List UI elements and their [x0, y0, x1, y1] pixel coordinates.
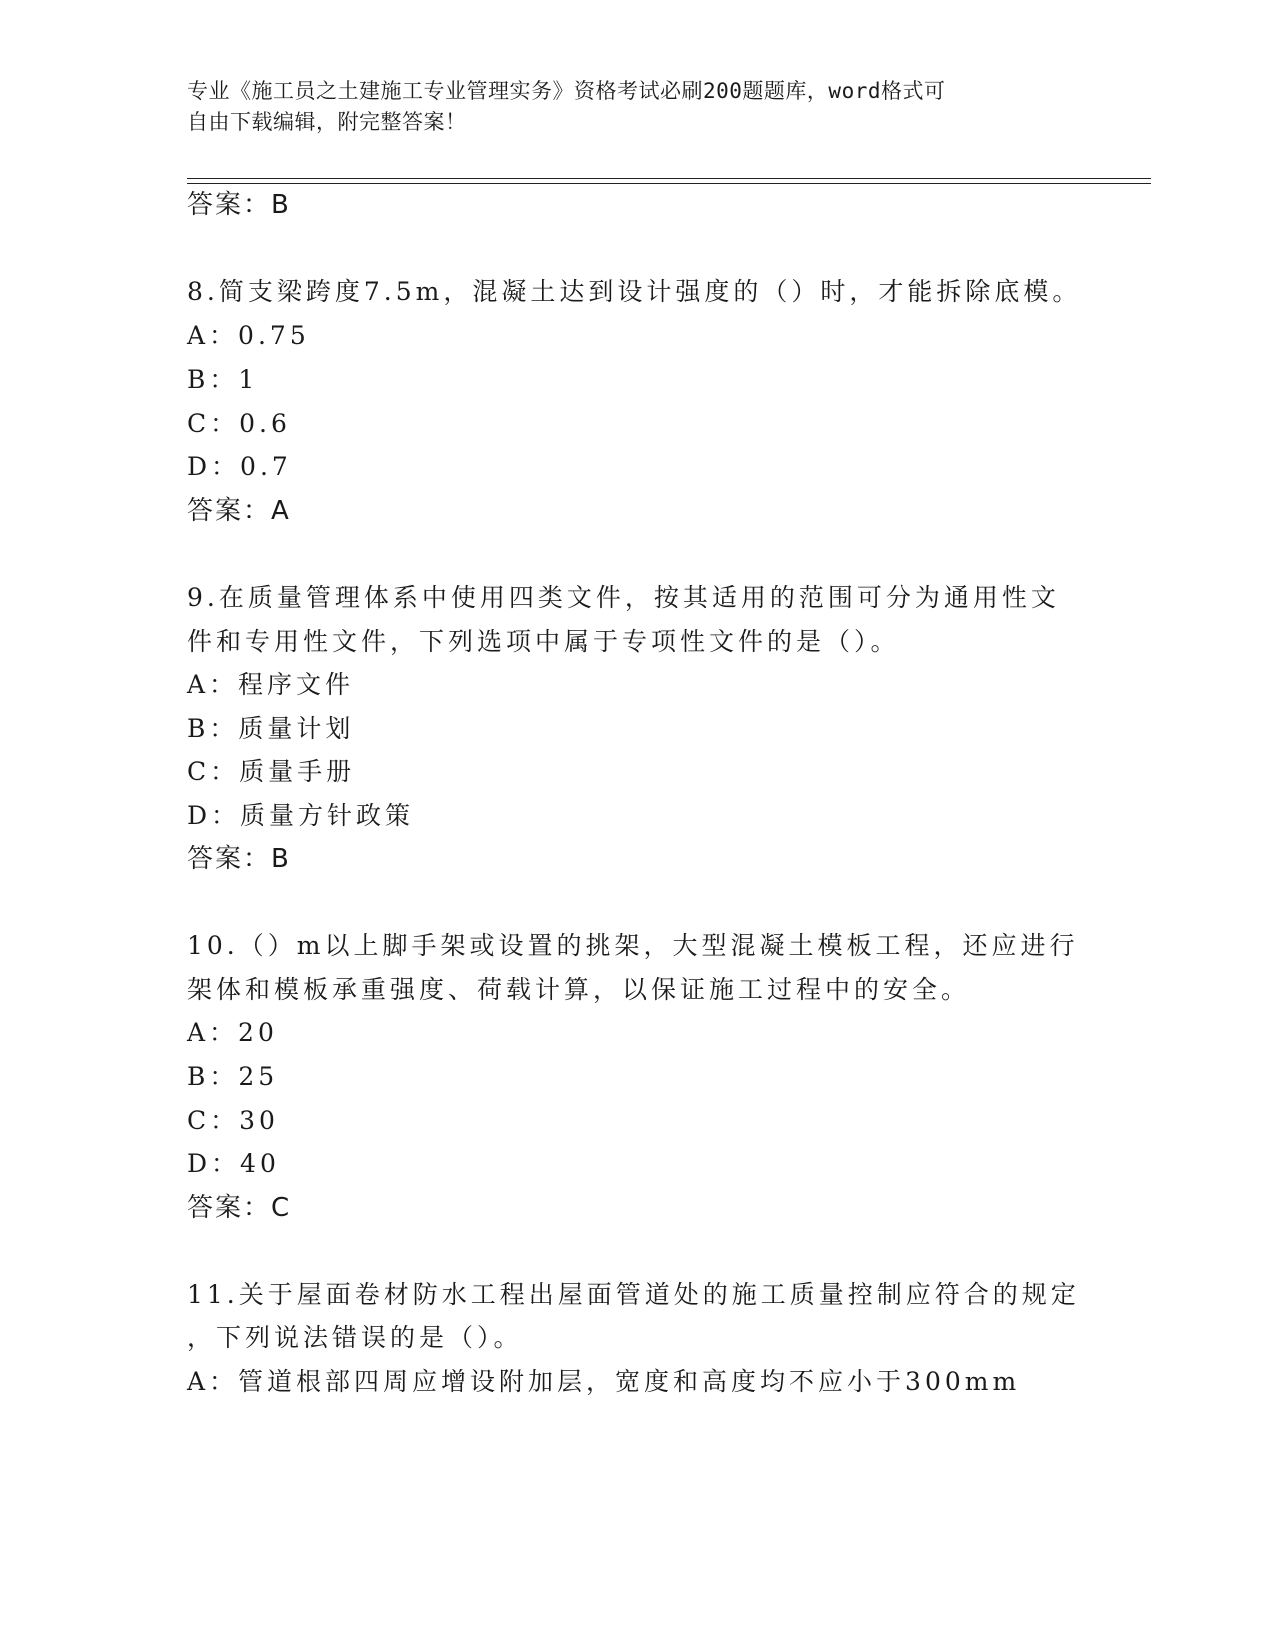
question-10-option-d: D：40 [187, 1149, 280, 1178]
question-10-option-a: A：20 [187, 1018, 278, 1047]
document-header [187, 76, 1067, 138]
question-10-stem-line-2: 架体和模板承重强度、荷载计算，以保证施工过程中的安全。 [187, 975, 971, 1004]
question-8-option-a: A：0.75 [187, 321, 310, 350]
header-line-2: 自由下载编辑，附完整答案！ [187, 110, 467, 134]
question-10-option-b: B：25 [187, 1062, 279, 1091]
question-8-stem-line-1: 8.简支梁跨度7.5m，混凝土达到设计强度的（）时，才能拆除底模。 [187, 277, 1082, 306]
question-9-option-d: D：质量方针政策 [187, 801, 415, 830]
question-9-answer: 答案：B [187, 844, 291, 874]
header-divider-bottom [187, 183, 1151, 184]
question-9-option-a: A：程序文件 [187, 670, 355, 699]
previous-answer: 答案：B [187, 190, 291, 220]
question-9-stem-line-1: 9.在质量管理体系中使用四类文件，按其适用的范围可分为通用性文 [187, 583, 1060, 612]
question-10-answer: 答案：C [187, 1193, 292, 1223]
question-11-stem-line-2: ，下列说法错误的是（）。 [187, 1323, 523, 1352]
question-11-stem-line-1: 11.关于屋面卷材防水工程出屋面管道处的施工质量控制应符合的规定 [187, 1280, 1080, 1309]
question-10-stem-line-1: 10.（）m以上脚手架或设置的挑架，大型混凝土模板工程，还应进行 [187, 931, 1079, 960]
question-9-option-b: B：质量计划 [187, 714, 355, 743]
question-9-stem-line-2: 件和专用性文件，下列选项中属于专项性文件的是（）。 [187, 627, 900, 656]
question-8-option-b: B：1 [187, 365, 259, 394]
question-11-option-a: A：管道根部四周应增设附加层，宽度和高度均不应小于300mm [187, 1367, 1021, 1396]
question-8-answer: 答案：A [187, 496, 291, 526]
question-9-option-c: C：质量手册 [187, 757, 356, 786]
question-8-option-d: D：0.7 [187, 452, 292, 481]
header-divider-top [187, 178, 1151, 179]
question-10-option-c: C：30 [187, 1106, 279, 1135]
header-line-1: 专业《施工员之土建施工专业管理实务》资格考试必刷200题题库，word格式可 [187, 79, 946, 103]
question-8-option-c: C：0.6 [187, 409, 291, 438]
